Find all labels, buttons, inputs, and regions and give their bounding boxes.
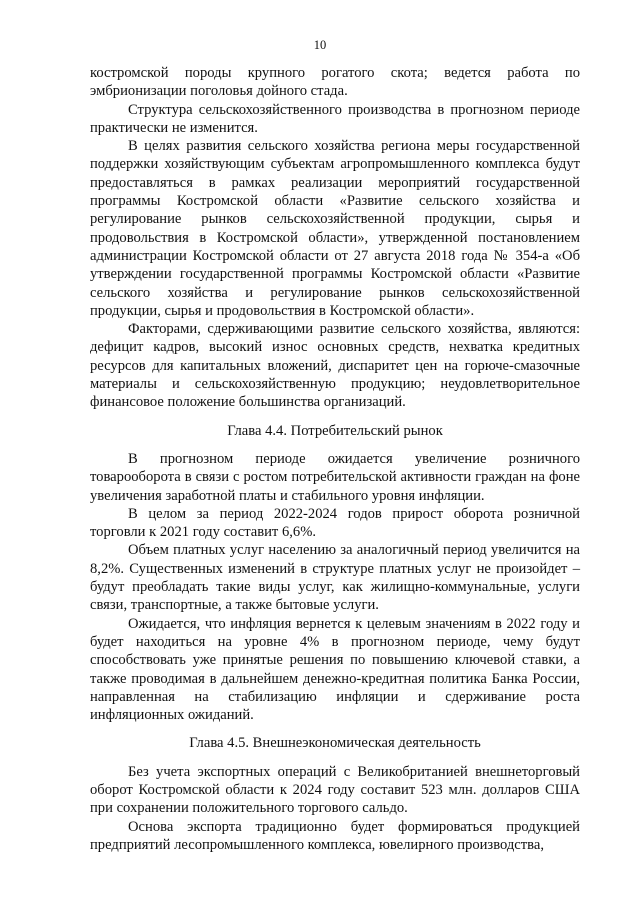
paragraph-paid-services: Объем платных услуг населению за аналогичный период увеличится на 8,2%. Существенных изменений в структуре платных услуг не произойдет – будут преобладать такие виды услуг, как жилищно-коммунальные, услуги связи, транспортные, а также бытовые услуги. [90, 542, 580, 614]
section-heading-consumer-market: Глава 4.4. Потребительский рынок [227, 422, 443, 439]
paragraph-export-basis: Основа экспорта традиционно будет формироваться продукцией предприятий лесопромышленного комплекса, ювелирного производства, [90, 818, 580, 853]
document-body [90, 64, 580, 854]
section-heading-foreign-trade: Глава 4.5. Внешнеэкономическая деятельность [189, 735, 481, 752]
paragraph-constraints: Факторами, сдерживающими развитие сельского хозяйства, являются: дефицит кадров, высокий износ основных средств, нехватка кредитных ресурсов для капитальных вложений, диспаритет цен на горюче-смазочные материалы и сельскохозяйственную продукцию; неудовлетворительное финансовое положение большинства организаций. [90, 321, 580, 411]
paragraph-structure: Структура сельскохозяйственного производства в прогнозном периоде практически не изменится. [90, 101, 580, 136]
paragraph-retail-turnover: В прогнозном периоде ожидается увеличение розничного товарооборота в связи с ростом потребительской активности граждан на фоне увеличения заработной платы и стабильного уровня инфляции. [90, 450, 580, 504]
paragraph-state-support: В целях развития сельского хозяйства региона меры государственной поддержки хозяйствующим субъектам агропромышленного комплекса будут предоставляться в рамках реализации мероприятий государственной программы Костромской области «Развитие сельского хозяйства и регулирование рынков сельскохозяйственной продукции, сырья и продовольствия в Костромской области», утвержденной постановлением администрации Костромской области от 27 августа 2018 года № 354-а «Об утверждении государственной программы Костромской области «Развитие сельского хозяйства и регулирование рынков сельскохозяйственной продукции, сырья и продовольствия в Костромской области». [90, 138, 580, 319]
paragraph-trade-turnover: Без учета экспортных операций с Великобританией внешнеторговый оборот Костромской области к 2024 году составит 523 млн. долларов США при сохранении положительного торгового сальдо. [90, 763, 580, 817]
page-number: 10 [313, 38, 327, 52]
paragraph-inflation: Ожидается, что инфляция вернется к целевым значениям в 2022 году и будет находиться на уровне 4% в прогнозном периоде, чему будут способствовать уже принятые решения по повышению ключевой ставки, а также проводимая в дальнейшем денежно-кредитная политика Банка России, направленная на стабилизацию инфляции и сдерживание роста инфляционных ожиданий. [90, 615, 580, 724]
paragraph-continuation: костромской породы крупного рогатого скота; ведется работа по эмбрионизации поголовья дойного стада. [90, 65, 580, 100]
paragraph-retail-growth: В целом за период 2022-2024 годов прирост оборота розничной торговли к 2021 году составит 6,6%. [90, 505, 580, 541]
